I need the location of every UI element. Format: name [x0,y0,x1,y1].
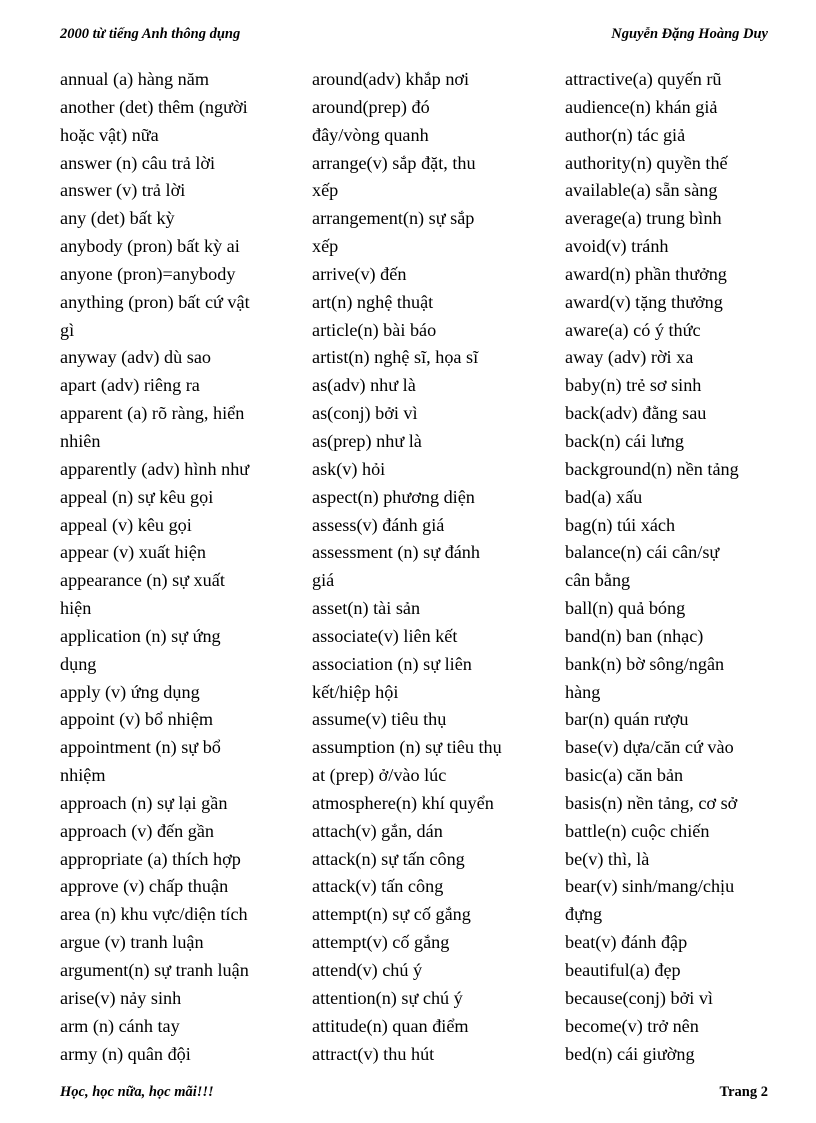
vocabulary-entry-line: bad(a) xấu [565,486,643,507]
vocabulary-entry-line: appearance (n) sự xuất [60,570,225,591]
vocabulary-entry-line: dụng [60,653,97,674]
vocabulary-entry-line: average(a) trung bình [565,208,722,229]
vocabulary-entry-line: author(n) tác giả [565,124,686,145]
vocabulary-entry-line: assessment (n) sự đánh [312,542,480,563]
vocabulary-entry-line: ball(n) quả bóng [565,598,686,619]
vocabulary-entry-line: attack(v) tấn công [312,876,444,897]
vocabulary-entry-line: nhiệm [60,765,106,786]
vocabulary-entry-line: argument(n) sự tranh luận [60,960,249,980]
vocabulary-entry-line: apparent (a) rõ ràng, hiển [60,403,245,424]
vocabulary-entry-line: đây/vòng quanh [312,124,429,145]
vocabulary-entry-line: band(n) ban (nhạc) [565,625,704,646]
vocabulary-entry-line: at (prep) ở/vào lúc [312,765,447,786]
vocabulary-entry-line: hiện [60,598,92,619]
vocabulary-entry-line: available(a) sẵn sàng [565,180,718,201]
vocabulary-entry-line: approve (v) chấp thuận [60,876,229,897]
vocabulary-entry-line: appear (v) xuất hiện [60,542,206,563]
vocabulary-entry-line: xếp [312,236,339,257]
vocabulary-entry-line: attempt(v) cố gắng [312,932,450,953]
vocabulary-entry-line: ask(v) hỏi [312,458,386,479]
footer-motto: Học, học nữa, học mãi!!! [60,1084,214,1100]
vocabulary-entry-line: đựng [565,904,603,925]
vocabulary-entry-line: anybody (pron) bất kỳ ai [60,236,240,257]
vocabulary-entry-line: artist(n) nghệ sĩ, họa sĩ [312,347,479,368]
vocabulary-entry-line: as(adv) như là [312,375,416,396]
vocabulary-entry-line: authority(n) quyền thế [565,152,728,173]
vocabulary-entry-line: basis(n) nền tảng, cơ sở [565,792,738,813]
vocabulary-entry-line: gì [60,319,75,340]
vocabulary-entry-line: approach (v) đến gần [60,820,215,841]
vocabulary-entry-line: attention(n) sự chú ý [312,987,463,1008]
vocabulary-entry-line: be(v) thì, là [565,848,650,869]
vocabulary-entry-line: bar(n) quán rượu [565,709,689,730]
vocabulary-entry-line: become(v) trở nên [565,1015,699,1036]
vocabulary-entry-line: application (n) sự ứng [60,625,221,646]
vocabulary-column-2 [312,66,502,1068]
vocabulary-entry-line: base(v) dựa/căn cứ vào [565,737,734,758]
vocabulary-entry-line: cân bằng [565,570,631,591]
vocabulary-entry-line: arm (n) cánh tay [60,1015,180,1036]
vocabulary-entry-line: arrange(v) sắp đặt, thu [312,152,476,173]
author-name: Nguyễn Đặng Hoàng Duy [611,26,768,42]
vocabulary-entry-line: annual (a) hàng năm [60,69,209,89]
vocabulary-entry-line: area (n) khu vực/diện tích [60,904,248,925]
vocabulary-entry-line: as(prep) như là [312,430,422,451]
vocabulary-entry-line: appropriate (a) thích hợp [60,848,241,869]
vocabulary-entry-line: balance(n) cái cân/sự [565,542,720,563]
vocabulary-entry-line: aspect(n) phương diện [312,486,475,507]
vocabulary-entry-line: anyway (adv) dù sao [60,347,212,368]
vocabulary-entry-line: as(conj) bởi vì [312,403,418,424]
vocabulary-entry-line: anyone (pron)=anybody [60,263,236,284]
vocabulary-entry-line: avoid(v) tránh [565,236,669,257]
vocabulary-entry-line: away (adv) rời xa [565,347,694,368]
vocabulary-entry-line: attend(v) chú ý [312,960,423,980]
vocabulary-entry-line: award(v) tặng thưởng [565,291,723,312]
vocabulary-entry-line: asset(n) tài sản [312,598,421,619]
vocabulary-entry-line: arise(v) nảy sinh [60,987,182,1008]
vocabulary-entry-line: kết/hiệp hội [312,681,399,702]
vocabulary-entry-line: associate(v) liên kết [312,625,458,646]
vocabulary-entry-line: back(n) cái lưng [565,430,684,451]
page-footer [60,1084,768,1101]
vocabulary-entry-line: baby(n) trẻ sơ sinh [565,375,702,396]
vocabulary-entry-line: apparently (adv) hình như [60,458,250,479]
vocabulary-entry-line: attitude(n) quan điểm [312,1015,469,1036]
vocabulary-entry-line: award(n) phần thưởng [565,263,727,284]
vocabulary-entry-line: art(n) nghệ thuật [312,291,434,312]
vocabulary-entry-line: bear(v) sinh/mang/chịu [565,876,735,897]
vocabulary-entry-line: attack(n) sự tấn công [312,848,465,869]
vocabulary-entry-line: hàng [565,681,601,702]
vocabulary-entry-line: aware(a) có ý thức [565,319,701,340]
vocabulary-entry-line: bed(n) cái giường [565,1043,695,1064]
vocabulary-entry-line: basic(a) căn bản [565,765,684,786]
vocabulary-entry-line: arrive(v) đến [312,263,407,284]
vocabulary-entry-line: background(n) nền tảng [565,458,739,479]
vocabulary-entry-line: article(n) bài báo [312,319,437,340]
vocabulary-entry-line: any (det) bất kỳ [60,208,175,229]
vocabulary-entry-line: around(prep) đó [312,96,430,117]
vocabulary-entry-line: answer (n) câu trả lời [60,152,216,173]
document-title: 2000 từ tiếng Anh thông dụng [60,26,241,42]
vocabulary-entry-line: battle(n) cuộc chiến [565,820,710,841]
page-number: Trang 2 [719,1084,768,1100]
vocabulary-entry-line: argue (v) tranh luận [60,932,204,953]
vocabulary-column-3 [565,66,739,1068]
vocabulary-entry-line: appeal (v) kêu gọi [60,514,192,535]
vocabulary-entry-line: apply (v) ứng dụng [60,681,200,702]
vocabulary-entry-line: attach(v) gắn, dán [312,820,443,841]
vocabulary-entry-line: assume(v) tiêu thụ [312,709,447,730]
vocabulary-entry-line: bank(n) bờ sông/ngân [565,653,725,674]
vocabulary-entry-line: appointment (n) sự bổ [60,737,221,758]
vocabulary-entry-line: another (det) thêm (người [60,96,248,117]
vocabulary-entry-line: association (n) sự liên [312,653,472,674]
vocabulary-entry-line: apart (adv) riêng ra [60,375,200,396]
vocabulary-entry-line: attract(v) thu hút [312,1043,435,1064]
vocabulary-entry-line: answer (v) trả lời [60,180,186,201]
vocabulary-entry-line: around(adv) khắp nơi [312,69,470,89]
vocabulary-entry-line: army (n) quân đội [60,1043,191,1064]
vocabulary-column-1 [60,66,250,1068]
vocabulary-entry-line: assess(v) đánh giá [312,514,445,535]
vocabulary-entry-line: nhiên [60,430,101,451]
vocabulary-entry-line: audience(n) khán giả [565,96,718,117]
vocabulary-entry-line: back(adv) đằng sau [565,403,707,424]
vocabulary-entry-line: arrangement(n) sự sắp [312,208,475,229]
vocabulary-entry-line: assumption (n) sự tiêu thụ [312,737,502,758]
vocabulary-entry-line: attractive(a) quyến rũ [565,69,722,89]
vocabulary-entry-line: appoint (v) bổ nhiệm [60,709,214,730]
vocabulary-entry-line: anything (pron) bất cứ vật [60,291,250,312]
vocabulary-entry-line: atmosphere(n) khí quyển [312,792,494,813]
page-header [60,26,768,43]
vocabulary-entry-line: hoặc vật) nữa [60,124,159,145]
vocabulary-entry-line: appeal (n) sự kêu gọi [60,486,214,507]
vocabulary-entry-line: attempt(n) sự cố gắng [312,904,471,925]
vocabulary-columns [60,66,770,1070]
vocabulary-entry-line: beat(v) đánh đập [565,932,688,953]
vocabulary-entry-line: because(conj) bởi vì [565,987,713,1008]
vocabulary-entry-line: bag(n) túi xách [565,514,676,535]
vocabulary-entry-line: beautiful(a) đẹp [565,960,681,980]
vocabulary-entry-line: giá [312,570,335,591]
vocabulary-entry-line: approach (n) sự lại gần [60,792,228,813]
vocabulary-entry-line: xếp [312,180,339,201]
